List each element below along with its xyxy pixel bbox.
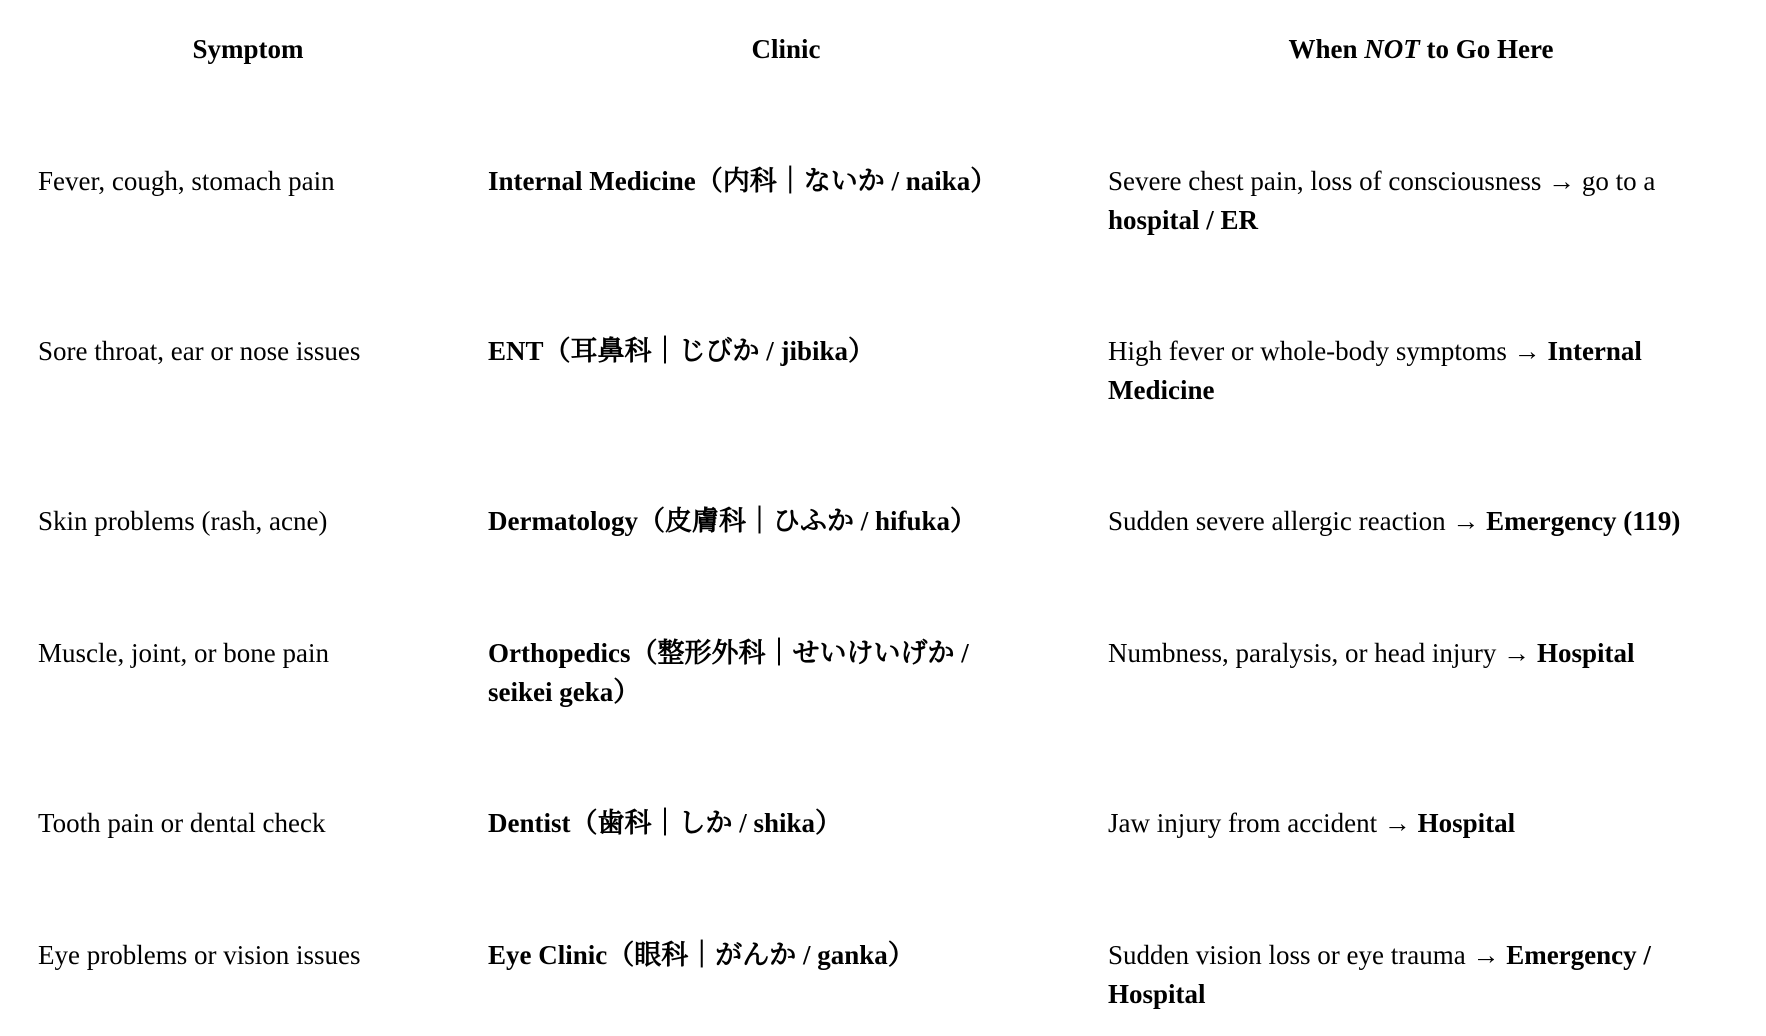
symptom-cell: Muscle, joint, or bone pain — [38, 638, 329, 668]
clinic-cell: Internal Medicine（内科｜ないか / naika） — [488, 166, 998, 196]
symptom-cell: Eye problems or vision issues — [38, 940, 361, 970]
header-when-not-prefix: When — [1288, 34, 1365, 64]
when-not-text: Sudden severe allergic reaction → — [1108, 506, 1487, 536]
when-not-destination: Emergency / Hospital — [1108, 940, 1651, 1009]
when-not-text: Numbness, paralysis, or head injury → — [1108, 638, 1537, 668]
when-not-text: High fever or whole-body symptoms → — [1108, 336, 1548, 366]
when-not-destination: Hospital — [1536, 638, 1635, 668]
when-not-cell — [1108, 502, 1738, 541]
when-not-text: Severe chest pain, loss of consciousness → go to a — [1108, 166, 1656, 196]
symptom-cell: Sore throat, ear or nose issues — [38, 336, 361, 366]
when-not-cell — [1108, 634, 1738, 673]
table-header-row — [0, 0, 1766, 100]
when-not-cell — [1108, 332, 1738, 410]
when-not-destination: hospital / ER — [1108, 205, 1259, 235]
when-not-destination: Emergency (119) — [1486, 506, 1681, 536]
when-not-cell — [1108, 936, 1738, 1014]
when-not-destination: Internal Medicine — [1108, 336, 1642, 405]
symptom-cell: Skin problems (rash, acne) — [38, 506, 328, 536]
clinic-cell: Orthopedics（整形外科｜せいけいげか / seikei geka） — [488, 638, 969, 707]
header-clinic: Clinic — [751, 34, 821, 64]
clinic-cell: ENT（耳鼻科｜じびか / jibika） — [488, 336, 876, 366]
when-not-destination: Hospital — [1417, 808, 1516, 838]
header-when-not — [1076, 32, 1766, 66]
when-not-cell — [1108, 162, 1738, 240]
header-when-not-suffix: to Go Here — [1419, 34, 1554, 64]
clinic-cell: Dentist（歯科｜しか / shika） — [488, 808, 843, 838]
symptom-cell: Fever, cough, stomach pain — [38, 166, 335, 196]
header-when-not-emphasis: NOT — [1364, 34, 1420, 64]
symptom-cell: Tooth pain or dental check — [38, 808, 326, 838]
clinic-cell: Dermatology（皮膚科｜ひふか / hifuka） — [488, 506, 977, 536]
clinic-cell: Eye Clinic（眼科｜がんか / ganka） — [488, 940, 915, 970]
when-not-text: Jaw injury from accident → — [1108, 808, 1418, 838]
when-not-text: Sudden vision loss or eye trauma → — [1108, 940, 1507, 970]
header-symptom: Symptom — [192, 34, 304, 64]
when-not-cell — [1108, 804, 1738, 843]
